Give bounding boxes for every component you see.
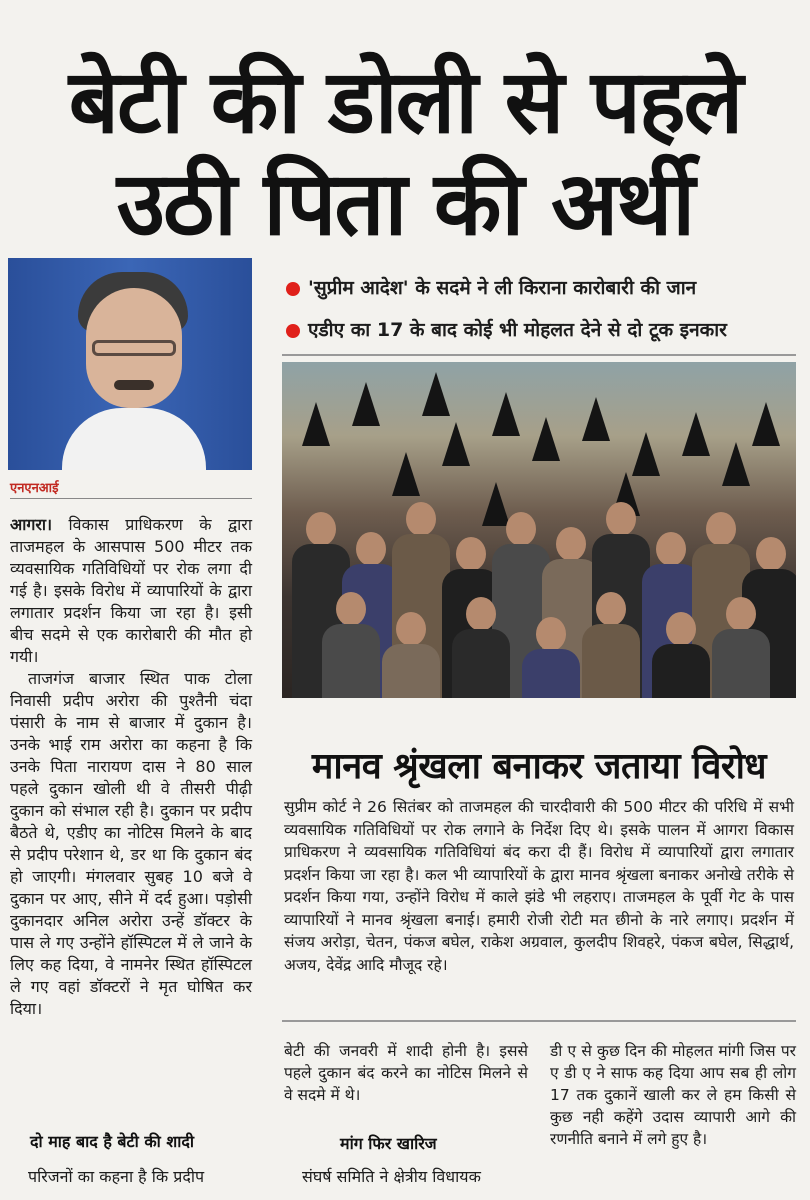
bullet-2 [286, 316, 727, 342]
left-column-subhead: दो माह बाद है बेटी की शादी [30, 1132, 194, 1151]
divider [282, 1020, 796, 1022]
bullet-1 [286, 274, 696, 300]
middle-column-subhead: मांग फिर खारिज [340, 1134, 437, 1153]
left-column-body [10, 514, 252, 1020]
divider [10, 498, 252, 499]
portrait-photo [8, 258, 252, 470]
headline-line-2: उठी पिता की अर्थी [116, 152, 694, 255]
left-para-1: विकास प्राधिकरण के द्वारा ताजमहल के आसपास 500 मीटर तक व्यवसायिक गतिविधियों पर रोक लगा दी गई है। इसके विरोध में व्यापारियों के द्वारा लगातार प्रदर्शन किया जा रहा है। इसी बीच सदमे से एक कारोबारी की मौत हो गयी। [10, 515, 252, 666]
middle-column-para-1: बेटी की जनवरी में शादी होनी है। इससे पहले दुकान बंद करने का नोटिस मिलने से वे सदमे में थे। [284, 1042, 528, 1104]
protest-photo [282, 362, 796, 698]
headline-line-1: बेटी की डोली से पहले [68, 50, 742, 153]
bullet-dot-icon [286, 282, 300, 296]
left-para-3: परिजनों का कहना है कि प्रदीप [28, 1167, 205, 1186]
middle-para-2: संघर्ष समिति ने क्षेत्रीय विधायक [302, 1167, 481, 1186]
section-subhead: मानव श्रृंखला बनाकर जताया विरोध [311, 746, 767, 787]
bullet-1-text: 'सुप्रीम आदेश' के सदमे ने ली किराना कारोबारी की जान [308, 277, 697, 299]
photo-credit: एनएनआई [10, 481, 59, 496]
bullet-2-text: एडीए का 17 के बाद कोई भी मोहलत देने से दो टूक इनकार [308, 319, 727, 341]
divider [282, 354, 796, 356]
dateline: आगरा। [10, 515, 53, 534]
right-section-body: सुप्रीम कोर्ट ने 26 सितंबर को ताजमहल की चारदीवारी की 500 मीटर की परिधि में सभी व्यवसायिक गतिविधियों पर रोक लगाने के निर्देश दिए थे। इसके पालन में आगरा विकास प्राधिकरण ने व्यवसायिक गतिविधियां बंद करा दी हैं। विरोध में व्यापारियों द्वारा लगातार प्रदर्शन किया जा रहा है। कल भी व्यापारियों के द्वारा मानव श्रृंखला बनाकर अनोखे तरीके से प्रदर्शन किया गया, उन्होंने विरोध में काले झंडे भी लहराए। ताजमहल के पूर्वी गेट के पास व्यापारियों ने मानव श्रृंखला बनाई। हमारी रोजी रोटी मत छीनो के नारे लगाए। प्रदर्शन में संजय अरोड़ा, चेतन, पंकज बघेल, राकेश अग्रवाल, कुलदीप शिवहरे, पंकज बघेल, सिद्धार्थ, अजय, देवेंद्र आदि मौजूद रहे। [284, 798, 794, 974]
right-column-para-1: डी ए से कुछ दिन की मोहलत मांगी जिस पर ए डी ए ने साफ कह दिया आप सब ही लोग 17 तक दुकानें खाली कर ले हम किसी से कुछ नही कहेंगे उदास व्यापारी आगे की रणनीति बनाने में लगे हुए है। [550, 1042, 796, 1148]
bullet-dot-icon [286, 324, 300, 338]
left-para-2: ताजगंज बाजार स्थित पाक टोला निवासी प्रदीप अरोरा की पुश्तैनी चंदा पंसारी के नाम से बाजार में दुकान है। उनके भाई राम अरोरा का कहना है कि उनके पिता नारायण दास ने 80 साल पहले दुकान खोली थी वे तीसरी पीढ़ी दुकान को संभाल रही है। दुकान पर प्रदीप बैठते थे, एडीए का नोटिस मिलने के बाद से प्रदीप परेशान थे, डर था कि दुकान बंद हो जाएगी। मंगलवार सुबह 10 बजे वे दुकान पर आए, सीने में दर्द हुआ। पड़ोसी दुकानदार अनिल अरोरा उन्हें डॉक्टर के पास ले गए उन्होंने हॉस्पिटल में ले जाने के लिए कह दिया, वे नामनेर स्थित हॉस्पिटल ले गए वहां डॉक्टरों ने मृत घोषित कर दिया। [10, 669, 252, 1018]
